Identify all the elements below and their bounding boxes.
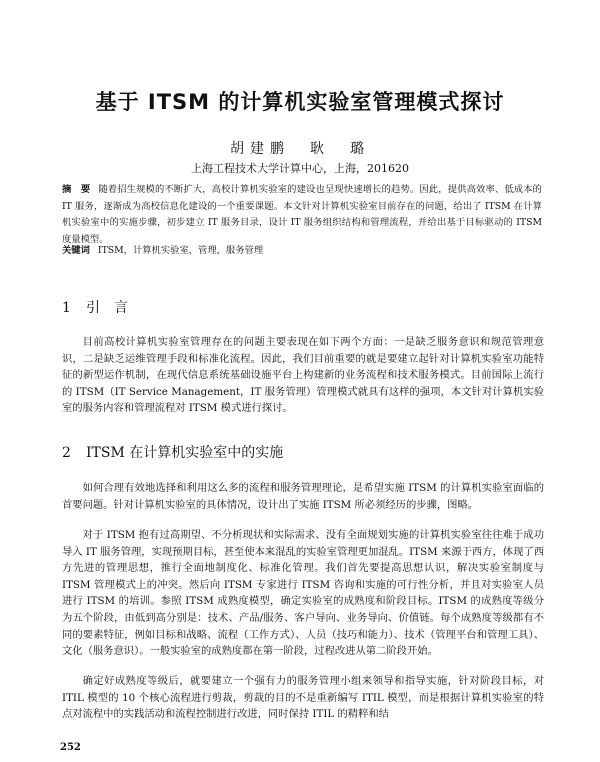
section-number: 2 xyxy=(62,445,71,461)
section-title: 引 言 xyxy=(86,300,128,316)
paragraph-text: 如何合理有效地选择和利用这么多的流程和服务管理理论，是希望实施 ITSM 的计算机实验室面临的首要问题。针对计算机实验室的具体情况，设计出了实施 ITSM 所必须经历的步骤，图略。 xyxy=(62,482,544,511)
section-number: 1 xyxy=(62,300,71,316)
body-paragraph xyxy=(62,334,544,417)
author-names: 胡建鹏 耿 璐 xyxy=(230,141,370,157)
paragraph-text: 确定好成熟度等级后，就要建立一个强有力的服务管理小组来领导和指导实施，针对阶段目标，对 ITIL 模型的 10 个核心流程进行剪裁，剪裁的目的不是重新编写 ITIL 模型，而是根据计算机实验室的特点对流程中的实践活动和流程控制进行改进，同时保持 ITIL 的精粹和结 xyxy=(62,675,544,721)
body-paragraph xyxy=(62,673,544,723)
abstract xyxy=(62,182,542,248)
keywords-label: 关键词 xyxy=(62,245,90,256)
paper-title: 基于 ITSM 的计算机实验室管理模式探讨 xyxy=(95,90,505,114)
paragraph-text: 目前高校计算机实验室管理存在的问题主要表现在如下两个方面：一是缺乏服务意识和规范管理意识，二是缺乏运维管理手段和标准化流程。因此，我们目前重要的就是要建立起针对计算机实验室功能特征的新型运作机制，在现代信息系统基础设施平台上构建新的业务流程和技术服务模式。目前国际上流行的 ITSM（IT Service Management，IT 服务管理）管理模式就具有这样的强项，本文针对计算机实验室的服务内容和管理流程对 ITSM 模式进行探讨。 xyxy=(62,336,544,415)
keywords-text: ITSM，计算机实验室，管理，服务管理 xyxy=(97,245,264,256)
page-number: 252 xyxy=(60,742,81,753)
abstract-text: 随着招生规模的不断扩大，高校计算机实验室的建设也呈现快速增长的趋势。因此，提供高效率、低成本的 IT 服务，逐渐成为高校信息化建设的一个重要课题。本文针对计算机实验室目前存在的问题，给出了 ITSM 在计算机实验室中的实施步骤，初步建立 IT 服务目录，设计 IT 服务组织结构和管理流程，并给出基于目标驱动的 ITSM 度量模型。 xyxy=(62,184,542,245)
keywords xyxy=(62,242,542,256)
body-paragraph xyxy=(62,527,544,660)
abstract-label: 摘 要 xyxy=(62,184,91,195)
paragraph-text: 对于 ITSM 抱有过高期望、不分析现状和实际需求、没有全面规划实施的计算机实验室往往难于成功导入 IT 服务管理，实现预期目标，甚至使本来混乱的实验室管理更加混乱。ITSM 来源于西方，体现了西方先进的管理思想，推行全面地制度化、标准化管理。我们首先要提高思想认识，解决实验室制度与 ITSM 管理模式上的冲突。然后向 ITSM 专家进行 ITSM 咨询和实施的可行性分析，并且对实验室人员进行 ITSM 的培训。参照 ITSM 成熟度模型，确定实验室的成熟度和阶段目标。ITSM 的成熟度等级分为五个阶段，由低到高分别是：技术、产品/服务、客户导向、业务导向、价值链。每个成熟度等级都有不同的要素特征，例如目标和战略、流程（工作方式）、人员（技巧和能力）、技术（管理平台和管理工具）、文化（服务意识）。一般实验室的成熟度都在第一阶段，过程改进从第二阶段开始。 xyxy=(62,529,544,658)
body-paragraph xyxy=(62,480,544,513)
author-affiliation: 上海工程技术大学计算中心，上海，201620 xyxy=(191,162,409,175)
section-heading-2 xyxy=(62,442,283,462)
section-title: ITSM 在计算机实验室中的实施 xyxy=(86,445,284,461)
section-heading-1 xyxy=(62,297,128,317)
